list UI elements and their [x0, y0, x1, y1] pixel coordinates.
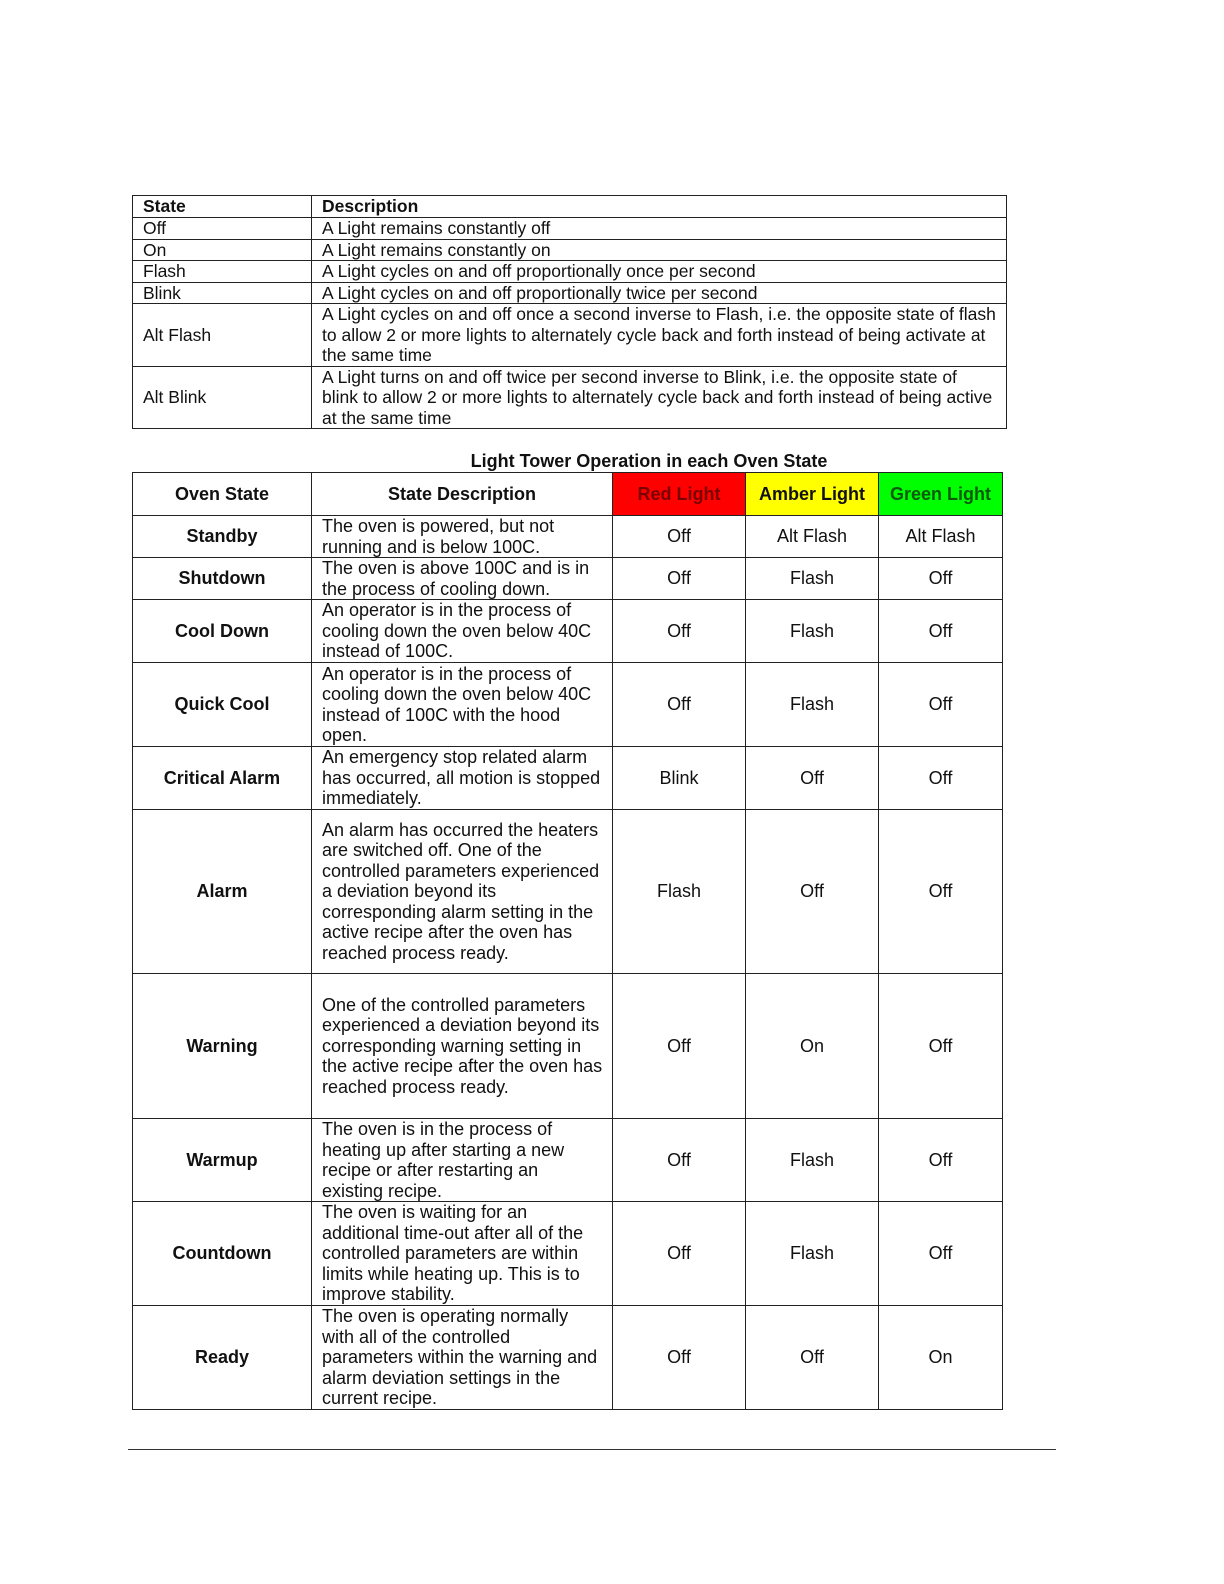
oven-state: Alarm — [133, 810, 312, 974]
green-light-value: On — [879, 1306, 1003, 1410]
header-amber-light: Amber Light — [746, 473, 879, 516]
light-state-legend-table — [132, 195, 1007, 429]
oven-state: Ready — [133, 1306, 312, 1410]
tower-table-title-text: Light Tower Operation in each Oven State — [470, 451, 828, 471]
light-tower-operation-table — [132, 472, 1003, 1410]
amber-light-value: Off — [746, 810, 879, 974]
table-row — [133, 1306, 1003, 1410]
legend-description: A Light remains constantly off — [312, 218, 1007, 240]
green-light-value: Off — [879, 810, 1003, 974]
legend-state: Flash — [133, 261, 312, 283]
oven-state: Countdown — [133, 1202, 312, 1306]
green-light-value: Off — [879, 1202, 1003, 1306]
footer-divider — [128, 1449, 1056, 1450]
state-description: An operator is in the process of cooling down the oven below 40C instead of 100C with the hood open. — [312, 663, 613, 747]
red-light-value: Off — [613, 1306, 746, 1410]
state-description: An emergency stop related alarm has occurred, all motion is stopped immediately. — [312, 747, 613, 810]
amber-light-value: Off — [746, 1306, 879, 1410]
table-row — [133, 1119, 1003, 1202]
amber-light-value: Off — [746, 747, 879, 810]
legend-header-row — [133, 196, 1007, 218]
red-light-value: Off — [613, 974, 746, 1119]
red-light-value: Blink — [613, 747, 746, 810]
state-description: The oven is operating normally with all of the controlled parameters within the warning and alarm deviation settings in the current recipe. — [312, 1306, 613, 1410]
tower-table-title — [132, 451, 1166, 472]
table-row — [133, 1202, 1003, 1306]
amber-light-value: Flash — [746, 558, 879, 600]
table-row — [133, 600, 1003, 663]
table-row — [133, 663, 1003, 747]
table-row — [133, 747, 1003, 810]
state-description: One of the controlled parameters experienced a deviation beyond its corresponding warning setting in the active recipe after the oven has reached process ready. — [312, 974, 613, 1119]
green-light-value: Off — [879, 600, 1003, 663]
table-row — [133, 239, 1007, 261]
oven-state: Standby — [133, 516, 312, 558]
header-state-description: State Description — [312, 473, 613, 516]
amber-light-value: On — [746, 974, 879, 1119]
legend-description: A Light cycles on and off proportionally once per second — [312, 261, 1007, 283]
oven-state: Critical Alarm — [133, 747, 312, 810]
header-oven-state: Oven State — [133, 473, 312, 516]
green-light-value: Off — [879, 974, 1003, 1119]
amber-light-value: Flash — [746, 1119, 879, 1202]
oven-state: Shutdown — [133, 558, 312, 600]
table-row — [133, 218, 1007, 240]
red-light-value: Flash — [613, 810, 746, 974]
legend-header-state: State — [133, 196, 312, 218]
green-light-value: Off — [879, 663, 1003, 747]
green-light-value: Off — [879, 1119, 1003, 1202]
oven-state: Quick Cool — [133, 663, 312, 747]
amber-light-value: Flash — [746, 600, 879, 663]
table-row — [133, 261, 1007, 283]
state-description: An alarm has occurred the heaters are switched off. One of the controlled parameters experienced a deviation beyond its corresponding alarm setting in the active recipe after the oven has reached process ready. — [312, 810, 613, 974]
amber-light-value: Alt Flash — [746, 516, 879, 558]
amber-light-value: Flash — [746, 1202, 879, 1306]
legend-state: Alt Flash — [133, 304, 312, 367]
legend-state: Off — [133, 218, 312, 240]
oven-state: Cool Down — [133, 600, 312, 663]
oven-state: Warmup — [133, 1119, 312, 1202]
oven-state: Warning — [133, 974, 312, 1119]
table-row — [133, 516, 1003, 558]
table-row — [133, 366, 1007, 429]
table-row — [133, 304, 1007, 367]
legend-state: Blink — [133, 282, 312, 304]
green-light-value: Off — [879, 558, 1003, 600]
red-light-value: Off — [613, 663, 746, 747]
tower-header-row — [133, 473, 1003, 516]
red-light-value: Off — [613, 558, 746, 600]
header-green-light: Green Light — [879, 473, 1003, 516]
table-row — [133, 810, 1003, 974]
legend-description: A Light remains constantly on — [312, 239, 1007, 261]
state-description: The oven is waiting for an additional time-out after all of the controlled parameters are within limits while heating up. This is to improve stability. — [312, 1202, 613, 1306]
legend-description: A Light cycles on and off once a second inverse to Flash, i.e. the opposite state of flash to allow 2 or more lights to alternately cycle back and forth instead of being activate at the same time — [312, 304, 1007, 367]
state-description: An operator is in the process of cooling down the oven below 40C instead of 100C. — [312, 600, 613, 663]
state-description: The oven is above 100C and is in the process of cooling down. — [312, 558, 613, 600]
red-light-value: Off — [613, 600, 746, 663]
legend-state: Alt Blink — [133, 366, 312, 429]
red-light-value: Off — [613, 1119, 746, 1202]
legend-state: On — [133, 239, 312, 261]
amber-light-value: Flash — [746, 663, 879, 747]
legend-header-description: Description — [312, 196, 1007, 218]
red-light-value: Off — [613, 1202, 746, 1306]
green-light-value: Off — [879, 747, 1003, 810]
legend-description: A Light cycles on and off proportionally twice per second — [312, 282, 1007, 304]
green-light-value: Alt Flash — [879, 516, 1003, 558]
table-row — [133, 558, 1003, 600]
state-description: The oven is powered, but not running and is below 100C. — [312, 516, 613, 558]
table-row — [133, 282, 1007, 304]
legend-description: A Light turns on and off twice per second inverse to Blink, i.e. the opposite state of blink to allow 2 or more lights to alternately cycle back and forth instead of being active at the same time — [312, 366, 1007, 429]
red-light-value: Off — [613, 516, 746, 558]
state-description: The oven is in the process of heating up after starting a new recipe or after restarting an existing recipe. — [312, 1119, 613, 1202]
table-row — [133, 974, 1003, 1119]
header-red-light: Red Light — [613, 473, 746, 516]
